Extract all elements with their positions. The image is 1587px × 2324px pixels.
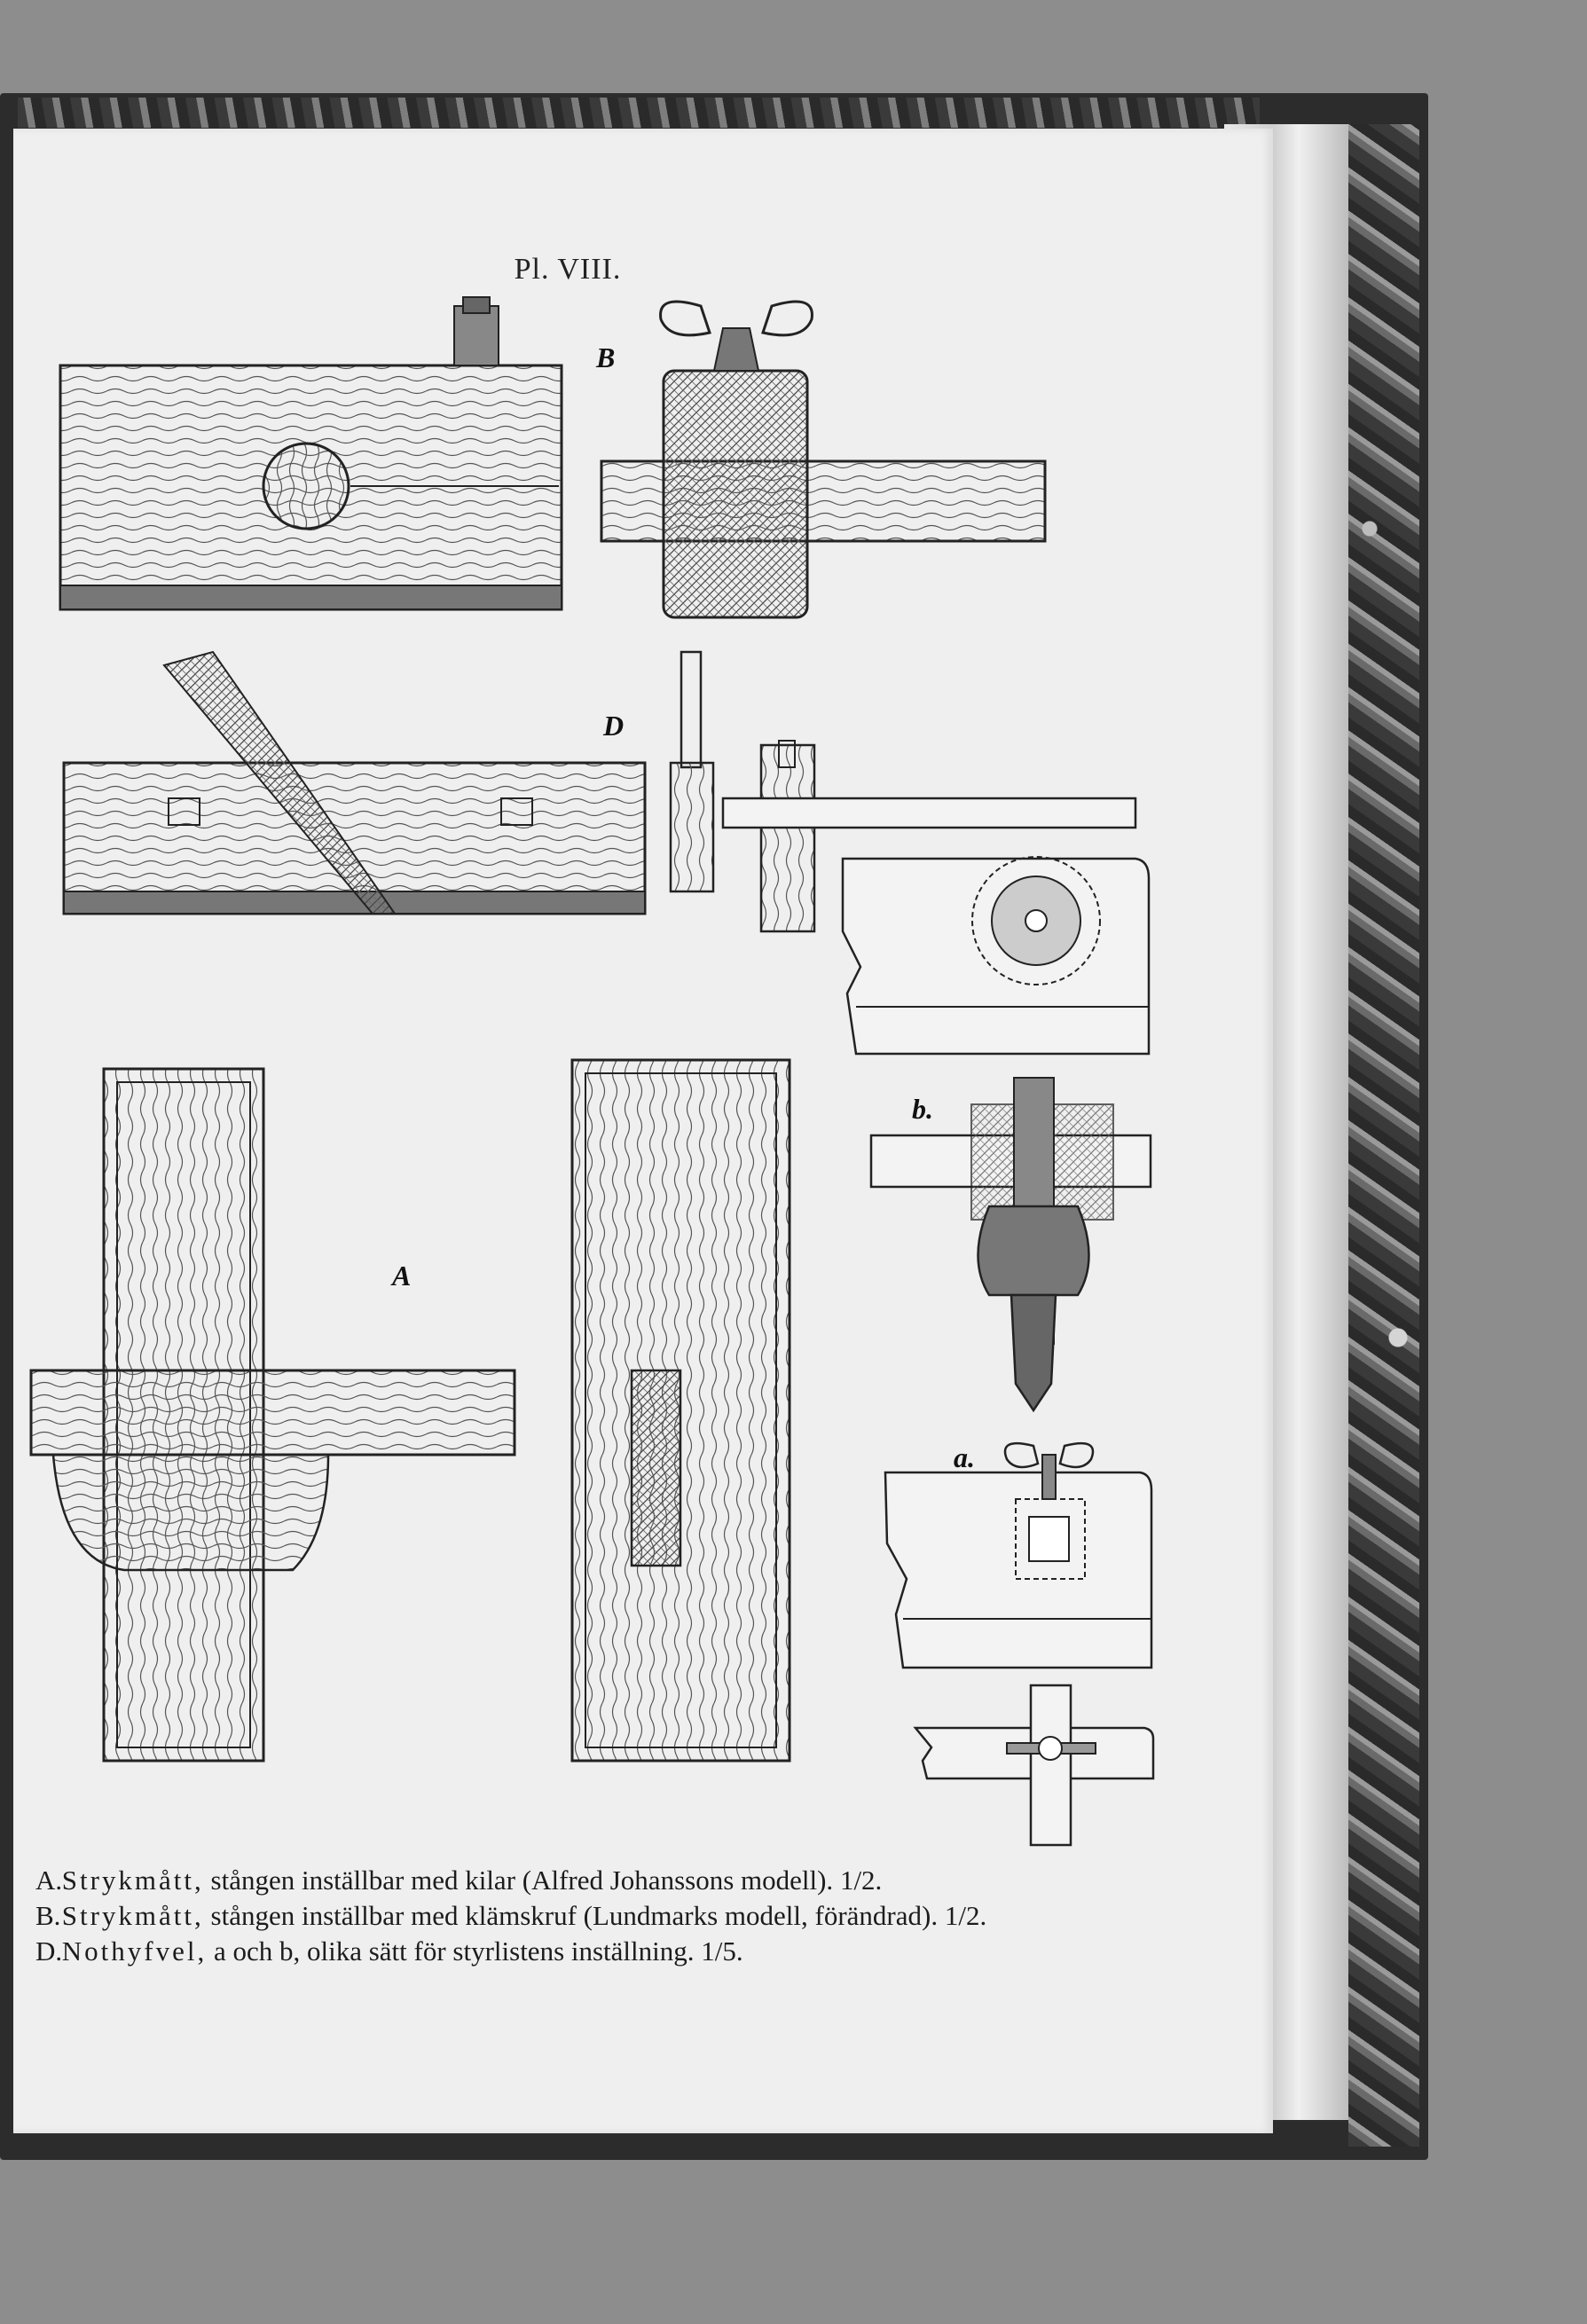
figure-a-wing-top-view (915, 1685, 1153, 1845)
caption-scale: 1/2. (944, 1900, 987, 1931)
caption-d (35, 1934, 1260, 1969)
plate-title: Pl. VIII. (514, 253, 622, 286)
figure-b-gauge-side (601, 302, 1045, 617)
figure-label-b-lower: b. (912, 1093, 933, 1125)
figure-d-plough-plane (64, 652, 645, 914)
caption-name: Strykmått, (61, 1900, 204, 1931)
caption-name: Strykmått, (61, 1865, 204, 1896)
caption-scale: 1/2. (839, 1865, 883, 1896)
figure-d-fence-section (671, 652, 1149, 1054)
plate-captions (35, 1863, 1260, 1969)
caption-text: a och b, olika sätt för styrlistens inställning. (213, 1935, 695, 1967)
figure-label-a: A (392, 1260, 412, 1292)
figure-b-screw-detail (871, 1078, 1151, 1410)
figure-a-gauge-stock (31, 1069, 515, 1761)
caption-b (35, 1898, 1260, 1934)
caption-letter: B. (35, 1900, 61, 1931)
figure-label-a-lower: a. (954, 1441, 975, 1473)
figure-b-gauge-block (60, 297, 562, 609)
caption-scale: 1/5. (701, 1935, 743, 1967)
caption-letter: D. (35, 1935, 63, 1967)
figure-a-wing-fence (885, 1443, 1151, 1668)
caption-text: stången inställbar med klämskruf (Lundmarks modell, förändrad). (210, 1900, 939, 1931)
caption-a (35, 1863, 1260, 1898)
caption-letter: A. (35, 1865, 63, 1896)
figure-a-gauge-front (572, 1060, 790, 1761)
caption-name: Nothyfvel, (61, 1935, 208, 1967)
figure-label-b-upper: B (596, 342, 616, 373)
caption-text: stången inställbar med kilar (Alfred Johanssons modell). (210, 1865, 834, 1896)
figure-label-d: D (603, 710, 625, 742)
